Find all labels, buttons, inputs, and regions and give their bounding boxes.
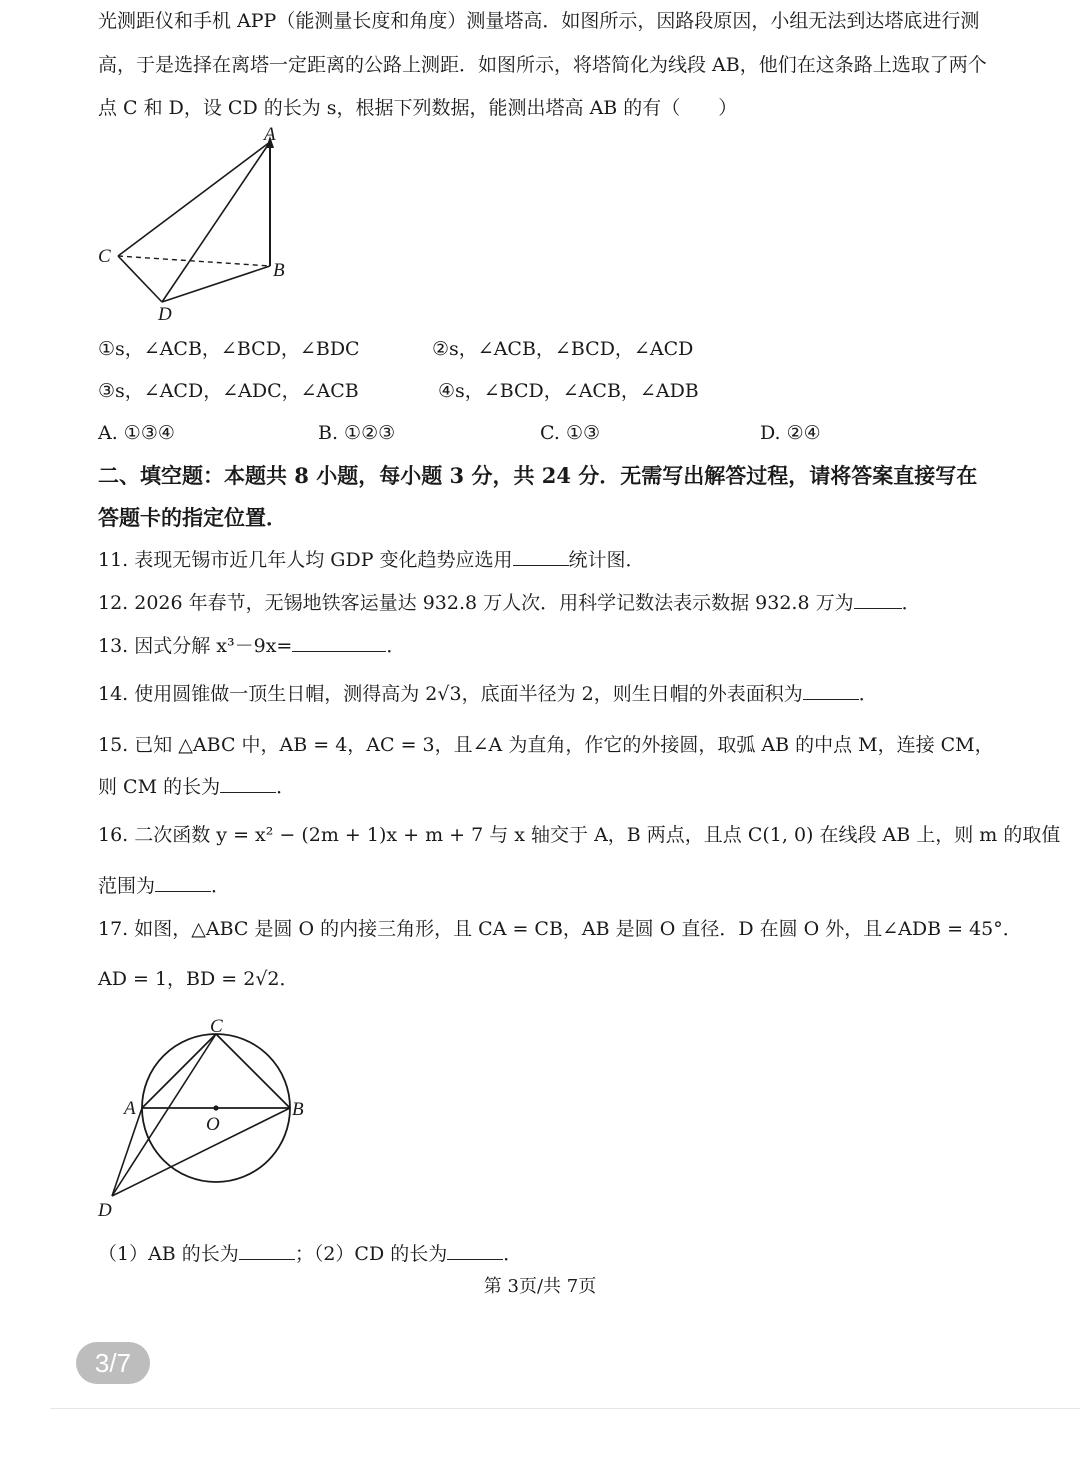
label-d: D: [98, 1200, 112, 1221]
segment-cd: [118, 256, 162, 302]
q17-separator: ；: [294, 1243, 314, 1265]
question-15-line-1: 15. 已知 △ABC 中，AB = 4，AC = 3，且∠A 为直角，作它的外接圆，取弧 AB 的中点 M，连接 CM，: [98, 734, 994, 756]
section-2-heading-line-1: 二、填空题：本题共 8 小题，每小题 3 分，共 24 分．无需写出解答过程，请将答案直接写在: [98, 463, 978, 488]
intro-line-1: 光测距仪和手机 APP（能测量长度和角度）测量塔高．如图所示，因路段原因，小组无法到达塔底进行测: [98, 10, 980, 32]
label-c: C: [210, 1016, 223, 1037]
segment-bd: [112, 1108, 290, 1196]
label-c: C: [98, 246, 111, 267]
choice-c: C. ①③: [540, 422, 601, 444]
q12-text: 12. 2026 年春节，无锡地铁客运量达 932.8 万人次．用科学记数法表示数据 932.8 万为: [98, 592, 854, 614]
intro-line-3: 点 C 和 D，设 CD 的长为 s，根据下列数据，能测出塔高 AB 的有（ ）: [98, 97, 738, 119]
q15-text: 则 CM 的长为: [98, 776, 221, 798]
q11-text: 11. 表现无锡市近几年人均 GDP 变化趋势应选用: [98, 549, 513, 571]
question-17-answers: [98, 1241, 522, 1267]
choice-d: D. ②④: [760, 422, 821, 444]
choice-a: A. ①③④: [98, 422, 175, 444]
answer-blank-1: [239, 1241, 295, 1260]
segment-ad: [162, 142, 270, 302]
q17-tail: ．: [503, 1243, 523, 1265]
choice-b: B. ①②③: [318, 422, 396, 444]
circle-diagram: [90, 1010, 320, 1225]
label-a: A: [264, 124, 276, 145]
label-b: B: [273, 260, 285, 281]
q16-tail: ．: [211, 875, 231, 897]
tower-diagram: [90, 124, 310, 324]
page-footer: 第 3页/共 7页: [483, 1276, 597, 1297]
q14-text: 14. 使用圆锥做一顶生日帽，测得高为 2√3，底面半径为 2，则生日帽的外表面积为: [98, 683, 803, 705]
intro-line-2: 高，于是选择在离塔一定距离的公路上测距．如图所示，将塔简化为线段 AB，他们在这条路上选取了两个: [98, 54, 987, 76]
question-12: [98, 590, 921, 616]
label-o: O: [206, 1114, 220, 1135]
question-11: [98, 547, 645, 573]
condition-4: ④s，∠BCD，∠ACB，∠ADB: [438, 380, 699, 402]
segment-ac: [118, 142, 270, 256]
q14-tail: ．: [858, 683, 878, 705]
answer-blank: [220, 774, 276, 793]
q13-tail: ．: [386, 635, 406, 657]
divider: [50, 1408, 1080, 1409]
question-16-line-2: [98, 873, 230, 899]
question-14: [98, 681, 878, 707]
q15-tail: ．: [276, 776, 296, 798]
q17-part-1: （1）AB 的长为: [98, 1243, 239, 1265]
question-13: [98, 633, 405, 659]
question-17-line-1: 17. 如图，△ABC 是圆 O 的内接三角形，且 CA = CB，AB 是圆 O 直径．D 在圆 O 外，且∠ADB = 45°．: [98, 918, 1022, 940]
question-17-line-2: AD = 1，BD = 2√2．: [98, 968, 299, 990]
center-point: [213, 1105, 218, 1110]
q13-text: 13. 因式分解 x³－9x=: [98, 635, 293, 657]
label-a: A: [124, 1098, 136, 1119]
answer-blank: [854, 590, 902, 609]
answer-blank: [155, 873, 211, 892]
condition-3: ③s，∠ACD，∠ADC，∠ACB: [98, 380, 359, 402]
condition-1: ①s，∠ACB，∠BCD，∠BDC: [98, 338, 360, 360]
question-16-line-1: 16. 二次函数 y = x² − (2m + 1)x + m + 7 与 x 轴交于 A，B 两点，且点 C(1, 0) 在线段 AB 上，则 m 的取值: [98, 824, 1061, 846]
label-b: B: [292, 1099, 304, 1120]
q16-text: 范围为: [98, 875, 156, 897]
segment-cb-dashed: [118, 256, 270, 266]
q11-tail: 统计图．: [568, 549, 645, 571]
answer-blank-2: [447, 1241, 503, 1260]
label-d: D: [158, 304, 172, 324]
segment-db: [162, 266, 270, 302]
segment-cb: [216, 1034, 290, 1108]
q12-tail: ．: [901, 592, 921, 614]
segment-ca: [142, 1034, 216, 1108]
page-indicator[interactable]: 3/7: [76, 1342, 150, 1384]
question-15-line-2: [98, 774, 295, 800]
answer-blank: [292, 633, 386, 652]
answer-blank: [513, 547, 569, 566]
q17-part-2: （2）CD 的长为: [313, 1243, 448, 1265]
answer-blank: [803, 681, 859, 700]
section-2-heading-line-2: 答题卡的指定位置．: [98, 505, 287, 530]
condition-2: ②s，∠ACB，∠BCD，∠ACD: [432, 338, 694, 360]
